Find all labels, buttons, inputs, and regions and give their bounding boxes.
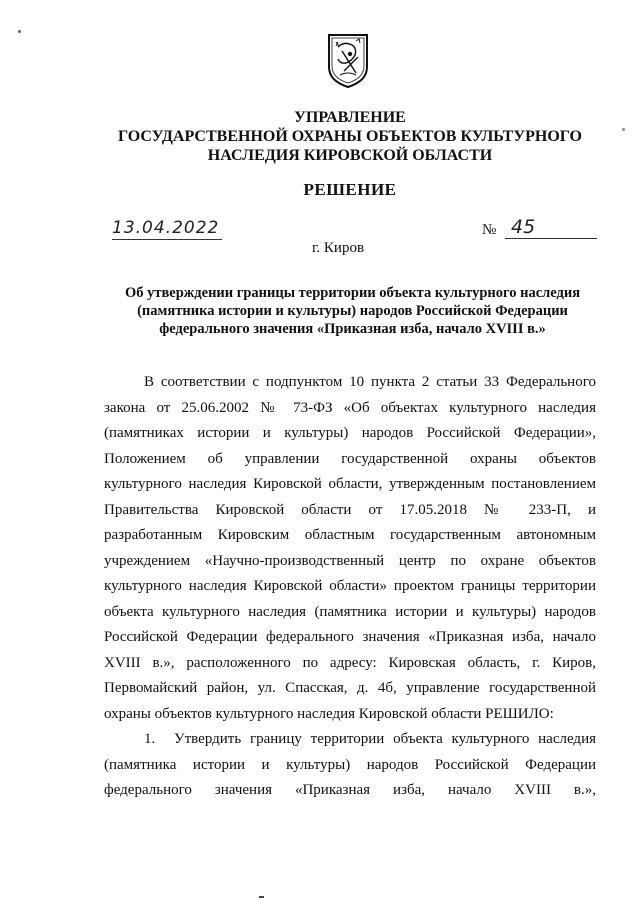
- scan-speck: [18, 30, 21, 33]
- document-city: г. Киров: [311, 240, 365, 256]
- subject-line: Об утверждении границы территории объекта культурного наследия: [124, 285, 581, 301]
- decision-item-1: [104, 727, 596, 804]
- body-line: охраны объектов культурного наследия Кировской области РЕШИЛО:: [104, 705, 554, 722]
- body-line: федерального значения «Приказная изба, начало XVIII в.»,: [104, 782, 596, 798]
- body-line: Российской Федерации федерального значения «Приказная изба, начало: [104, 629, 596, 645]
- body-line: разработанным Кировским областным государственным автономным: [104, 527, 596, 543]
- document-number-label: №: [482, 222, 497, 238]
- body-line: учреждением «Научно-производственный центр по охране объектов: [104, 552, 596, 569]
- body-line: Положением об управлении государственной охраны объектов: [104, 450, 596, 467]
- body-line: (памятника истории и культуры) народов Российской Федерации: [104, 756, 596, 773]
- body-line: XVIII в.», расположенного по адресу: Кировская область, г. Киров,: [104, 654, 596, 671]
- scan-speck: [259, 896, 264, 898]
- subject-line: федерального значения «Приказная изба, начало XVIII в.»: [159, 321, 546, 337]
- document-type-title: РЕШЕНИЕ: [303, 180, 397, 199]
- body-line: закона от 25.06.2002 № 73-ФЗ «Об объектах культурного наследия: [104, 399, 596, 416]
- document-number: 45: [505, 216, 597, 239]
- body-line: культурного наследия Кировской области» проектом границы территории: [104, 578, 596, 594]
- body-line: Правительства Кировской области от 17.05.2018 № 233-П, и: [104, 501, 596, 518]
- kirov-oblast-coat-of-arms-icon: [326, 33, 370, 89]
- subject-line: (памятника истории и культуры) народов Российской Федерации: [137, 303, 568, 319]
- item-first-line: [104, 727, 596, 753]
- document-subject: [90, 284, 615, 338]
- item-number: 1.: [144, 731, 156, 747]
- body-line: В соответствии с подпунктом 10 пункта 2 статьи 33 Федерального: [144, 374, 596, 390]
- body-line: (памятниках истории и культуры) народов Российской Федерации»,: [104, 425, 596, 441]
- item-text: Утвердить границу территории объекта культурного наследия: [174, 731, 596, 747]
- preamble-paragraph: [104, 370, 596, 727]
- organization-name-line: ГОСУДАРСТВЕННОЙ ОХРАНЫ ОБЪЕКТОВ КУЛЬТУРНОГО: [118, 128, 582, 145]
- body-line: объекта культурного наследия (памятника истории и культуры) народов: [104, 603, 596, 620]
- document-body: [104, 370, 596, 804]
- document-date: 13.04.2022: [112, 218, 222, 240]
- organization-name: [60, 108, 640, 165]
- body-line: Первомайский район, ул. Спасская, д. 4б, управление государственной: [104, 680, 596, 696]
- body-line: культурного наследия Кировской области, утвержденным постановлением: [104, 476, 596, 492]
- organization-name-line: УПРАВЛЕНИЕ: [294, 109, 406, 126]
- organization-name-line: НАСЛЕДИЯ КИРОВСКОЙ ОБЛАСТИ: [207, 147, 493, 164]
